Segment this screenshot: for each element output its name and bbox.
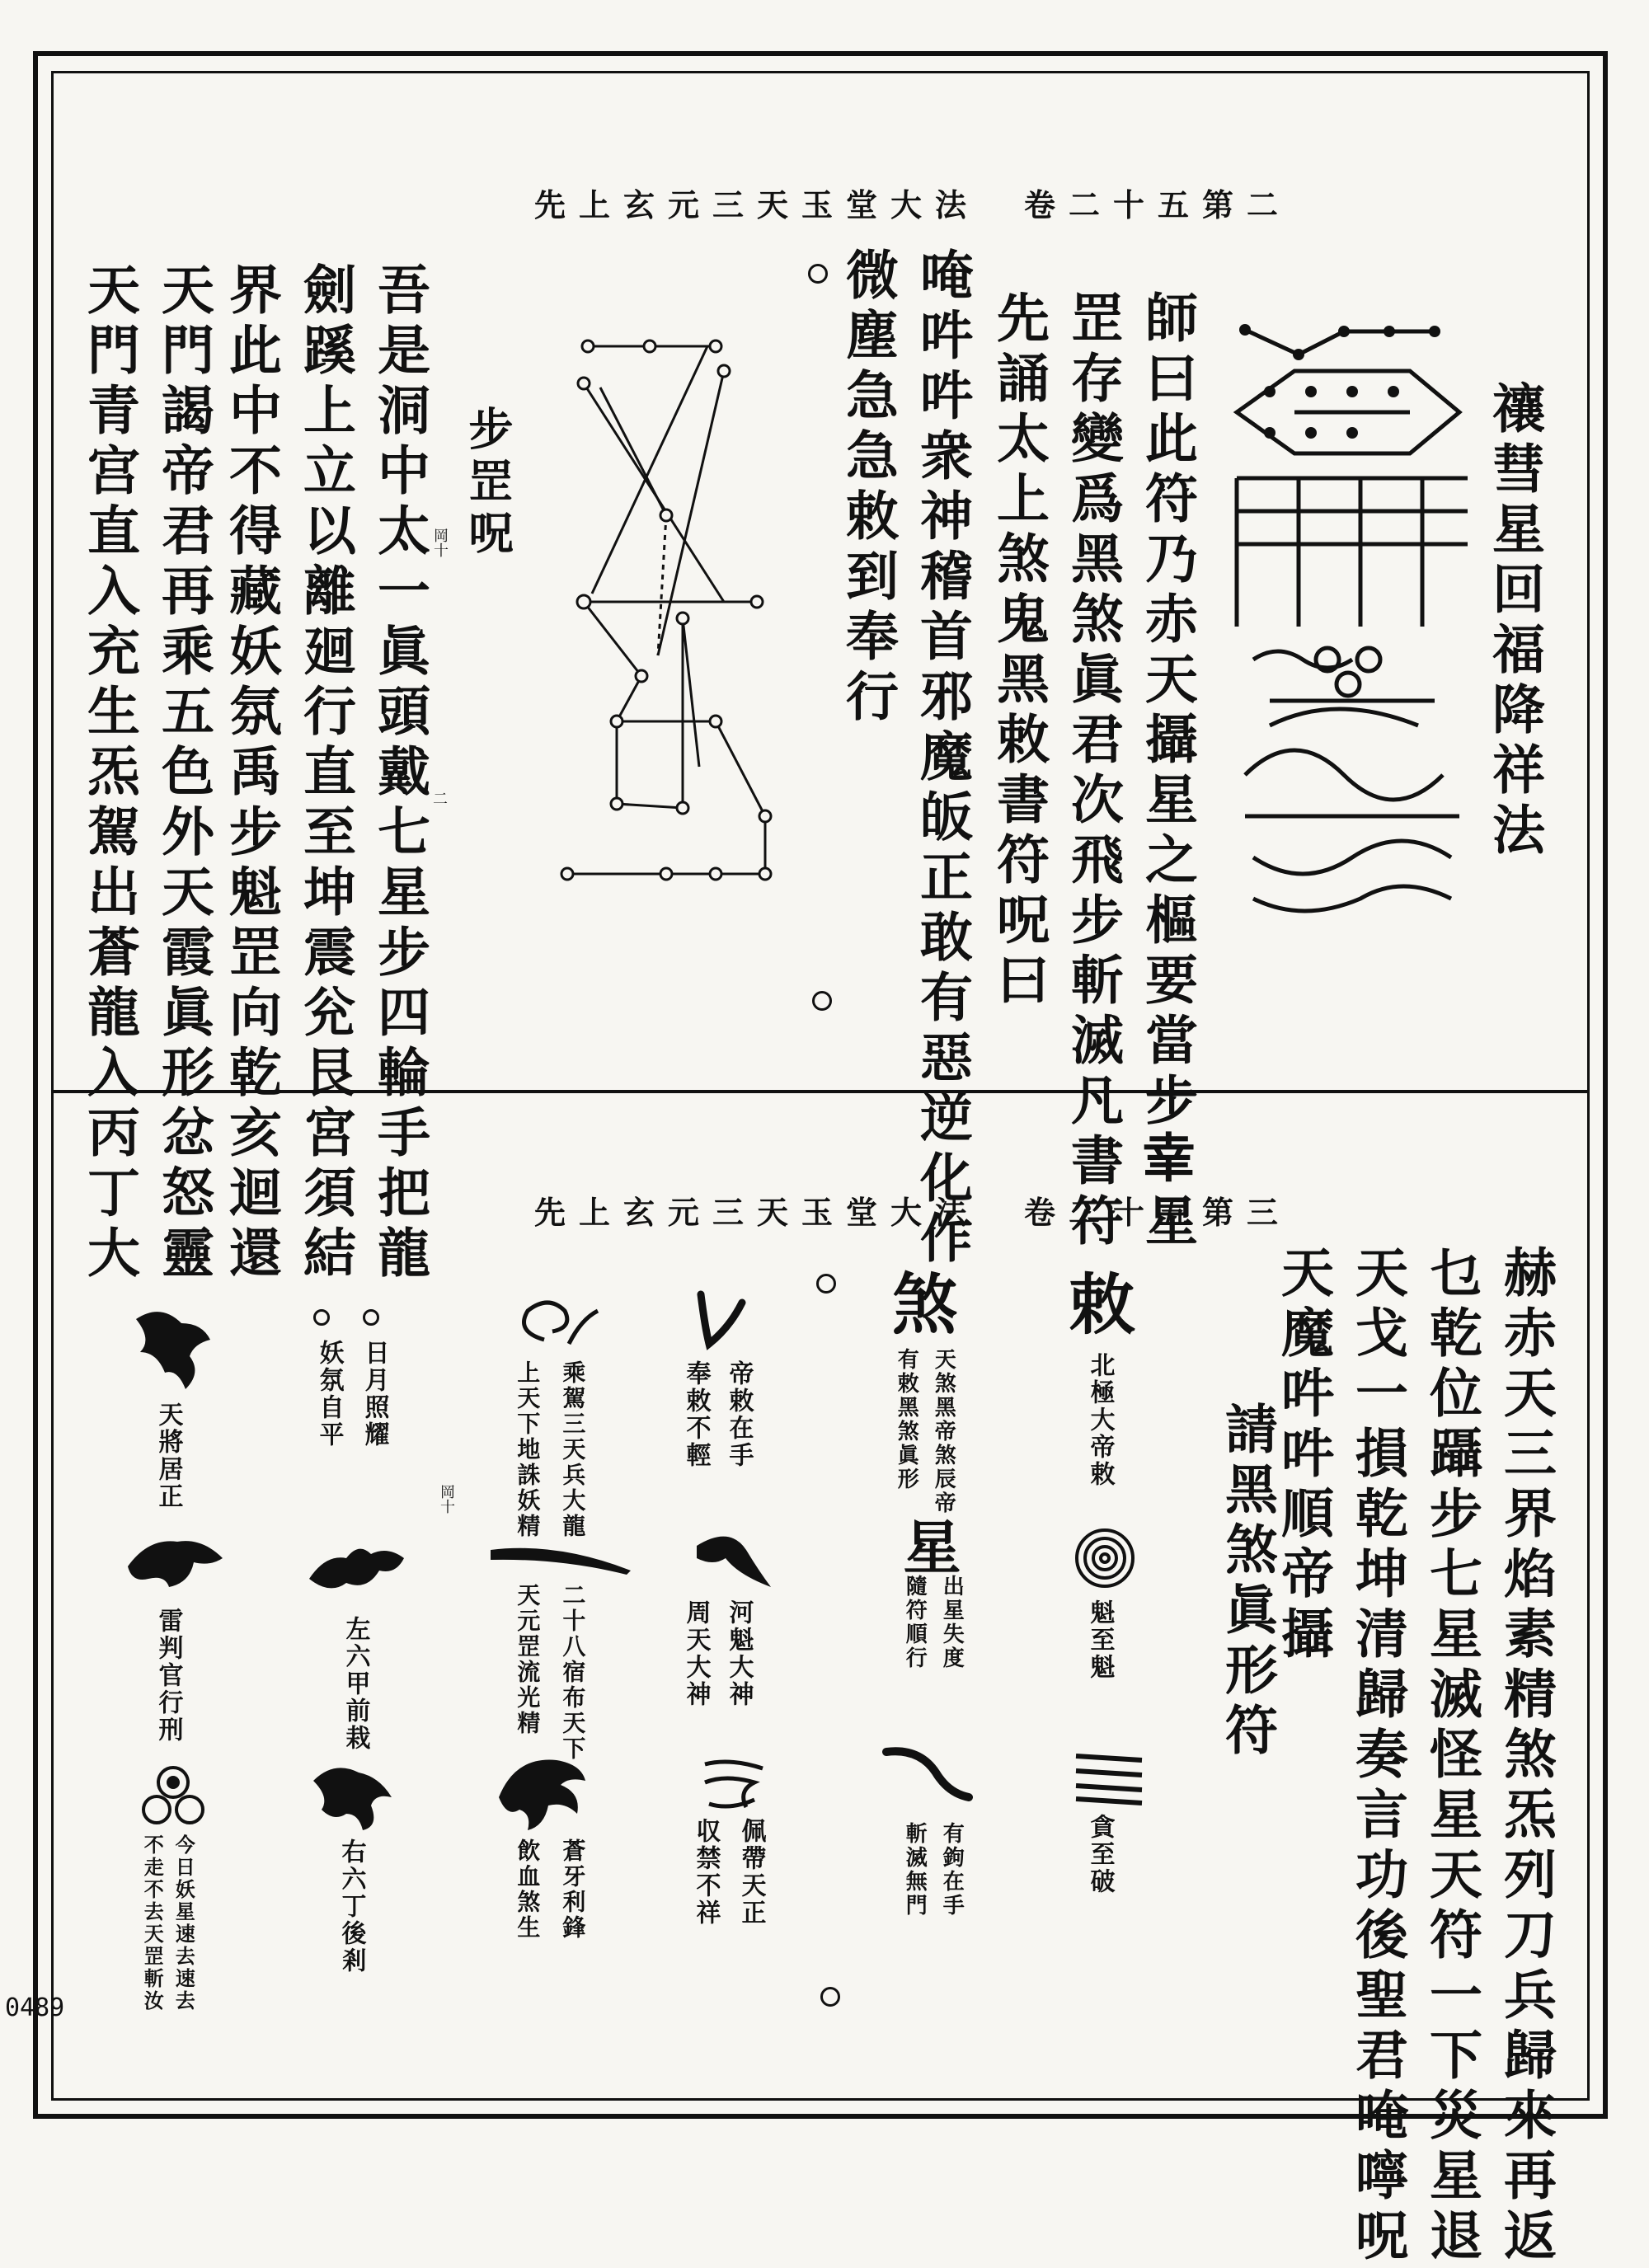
label-col1-3: 貪至破 xyxy=(1085,1814,1115,1895)
bottom-body-col-3: 天戈一損乾坤清歸奏言功後聖君唵嚀呪 xyxy=(1346,1245,1408,2268)
label-col5-4: 右六丁後剎 xyxy=(336,1838,366,1975)
top-body-col-3: 先誦太上煞鬼黑敕書符呪曰 xyxy=(988,290,1050,1012)
label-col3-3: 河魁大神 xyxy=(724,1599,754,1708)
label-col4-1: 乘駕三天兵大龍 xyxy=(559,1360,587,1539)
label-col2-4: 隨符順行 xyxy=(902,1575,928,1670)
talisman-figure-top xyxy=(1220,313,1484,940)
label-col3-6: 収禁不祥 xyxy=(691,1818,721,1927)
label-col6-2: 雷判官行刑 xyxy=(153,1608,183,1744)
label-col1-2: 魁至魁 xyxy=(1085,1599,1115,1681)
ring-mark xyxy=(816,1274,836,1294)
label-col4-4: 天元罡流光精 xyxy=(514,1583,542,1736)
section-marker: 岡十 xyxy=(431,528,449,557)
wave-glyph-icon xyxy=(701,1756,767,1814)
bugang-col-1: 吾是洞中太一眞頭戴七星步四輪手把龍 xyxy=(369,262,430,1285)
label-col3-5: 佩帶天正 xyxy=(736,1818,766,1927)
ring-mark xyxy=(812,991,832,1011)
top-body-col-5: 微塵急急敕到奉行 xyxy=(837,247,899,729)
bugang-col-5: 天門青宫直入充生炁駕出蒼龍入丙丁大 xyxy=(78,262,140,1285)
page-header-bottom: 先上玄元三天玉堂大法 卷二十五第三 xyxy=(534,1194,1292,1231)
general-figure-icon xyxy=(132,1303,214,1393)
top-body-col-1: 師曰此符乃赤天攝星之樞要當步𦍒星 xyxy=(1136,290,1198,1253)
spiral-seal-icon xyxy=(1072,1525,1138,1591)
page-number: 0489 xyxy=(5,1993,65,2022)
bottom-body-col-4: 天魔吽吽順帝攝 xyxy=(1272,1245,1334,1666)
page-header-top: 先上玄元三天玉堂大法 卷二十五第二 xyxy=(534,186,1292,223)
label-col2-3: 出星失度 xyxy=(939,1575,965,1670)
label-col4-3: 二十八宿布天下 xyxy=(559,1583,587,1762)
label-col2-6: 斬滅無門 xyxy=(902,1822,928,1918)
talisman-glyph-scroll xyxy=(511,1294,602,1352)
label-col5-1: 日月照耀 xyxy=(359,1340,389,1449)
label-col5-2: 妖氛自平 xyxy=(314,1340,344,1449)
label-col4-6: 飲血煞生 xyxy=(514,1838,542,1941)
ring-mark xyxy=(820,1987,840,2007)
stroke-lines-icon xyxy=(1072,1748,1146,1805)
talisman-glyph-chi: 敕 xyxy=(1058,1270,1135,1336)
dragon-head-icon xyxy=(491,1748,590,1838)
label-col2-1: 天煞黑帝煞辰帝 xyxy=(931,1348,956,1515)
blade-icon xyxy=(693,1529,775,1595)
label-col6-4: 不走不去天罡斬汝 xyxy=(140,1834,165,2012)
bugang-col-4: 天門謁帝君再乘五色外天霞眞形忿怒靈 xyxy=(153,262,214,1285)
bugang-step-diagram xyxy=(551,330,782,940)
top-body-col-4: 唵吽吽衆神稽首邪魔皈正敢有惡逆化作 xyxy=(911,247,973,1270)
demon-figure-icon xyxy=(309,1760,400,1834)
stroke-band-icon xyxy=(486,1542,635,1575)
label-col3-4: 周天大神 xyxy=(681,1599,711,1708)
label-col6-1: 天將居正 xyxy=(153,1402,183,1510)
three-circle-seal-icon xyxy=(136,1764,210,1830)
label-col5-3: 左六甲前栽 xyxy=(341,1616,370,1752)
label-col3-1: 帝敕在手 xyxy=(724,1360,754,1469)
side-mark: 二 xyxy=(433,791,448,808)
sun-circle-icon xyxy=(313,1309,330,1326)
label-col4-2: 上天下地誅妖精 xyxy=(514,1360,542,1539)
demon-figure-icon xyxy=(305,1542,412,1599)
label-col2-5: 有鉤在手 xyxy=(939,1822,965,1918)
section-marker: 岡十 xyxy=(438,1484,455,1514)
fu-title-bottom: 請黑煞眞形符 xyxy=(1216,1402,1278,1763)
fu-title-top: 禳彗星回福降祥法 xyxy=(1483,381,1545,862)
label-col3-2: 奉敕不輕 xyxy=(681,1360,711,1469)
label-col6-3: 今日妖星速去速去 xyxy=(171,1834,196,2012)
ring-mark xyxy=(808,264,828,284)
bugang-col-3: 界此中不得藏妖氛禹步魁罡向乾亥迴還 xyxy=(220,262,282,1285)
thunder-judge-figure-icon xyxy=(124,1533,231,1599)
talisman-glyph-jian xyxy=(684,1290,750,1356)
moon-circle-icon xyxy=(363,1309,379,1326)
label-col2-2: 有敕黑煞眞形 xyxy=(894,1348,919,1491)
bugang-col-2: 劍蹊上立以離廻行直至坤震兊艮宮須結 xyxy=(294,262,356,1285)
label-col1-1: 北極大帝敕 xyxy=(1085,1352,1115,1488)
bottom-body-col-1: 赫赤天三界焰素精煞炁列刀兵歸來再返 xyxy=(1495,1245,1557,2268)
top-body-col-2: 罡存變爲黑煞眞君次飛步斬滅凡書符 xyxy=(1062,290,1124,1253)
bottom-body-col-2: 乜乾位躡步七星滅怪星天符一下災星退 xyxy=(1421,1245,1482,2268)
hook-icon xyxy=(882,1740,973,1805)
bugang-title: 步罡呪 xyxy=(462,406,514,561)
talisman-glyph-xing: 星 xyxy=(894,1517,962,1575)
label-col4-5: 蒼牙利鋒 xyxy=(559,1838,587,1941)
talisman-glyph-sha: 煞 xyxy=(881,1270,958,1336)
